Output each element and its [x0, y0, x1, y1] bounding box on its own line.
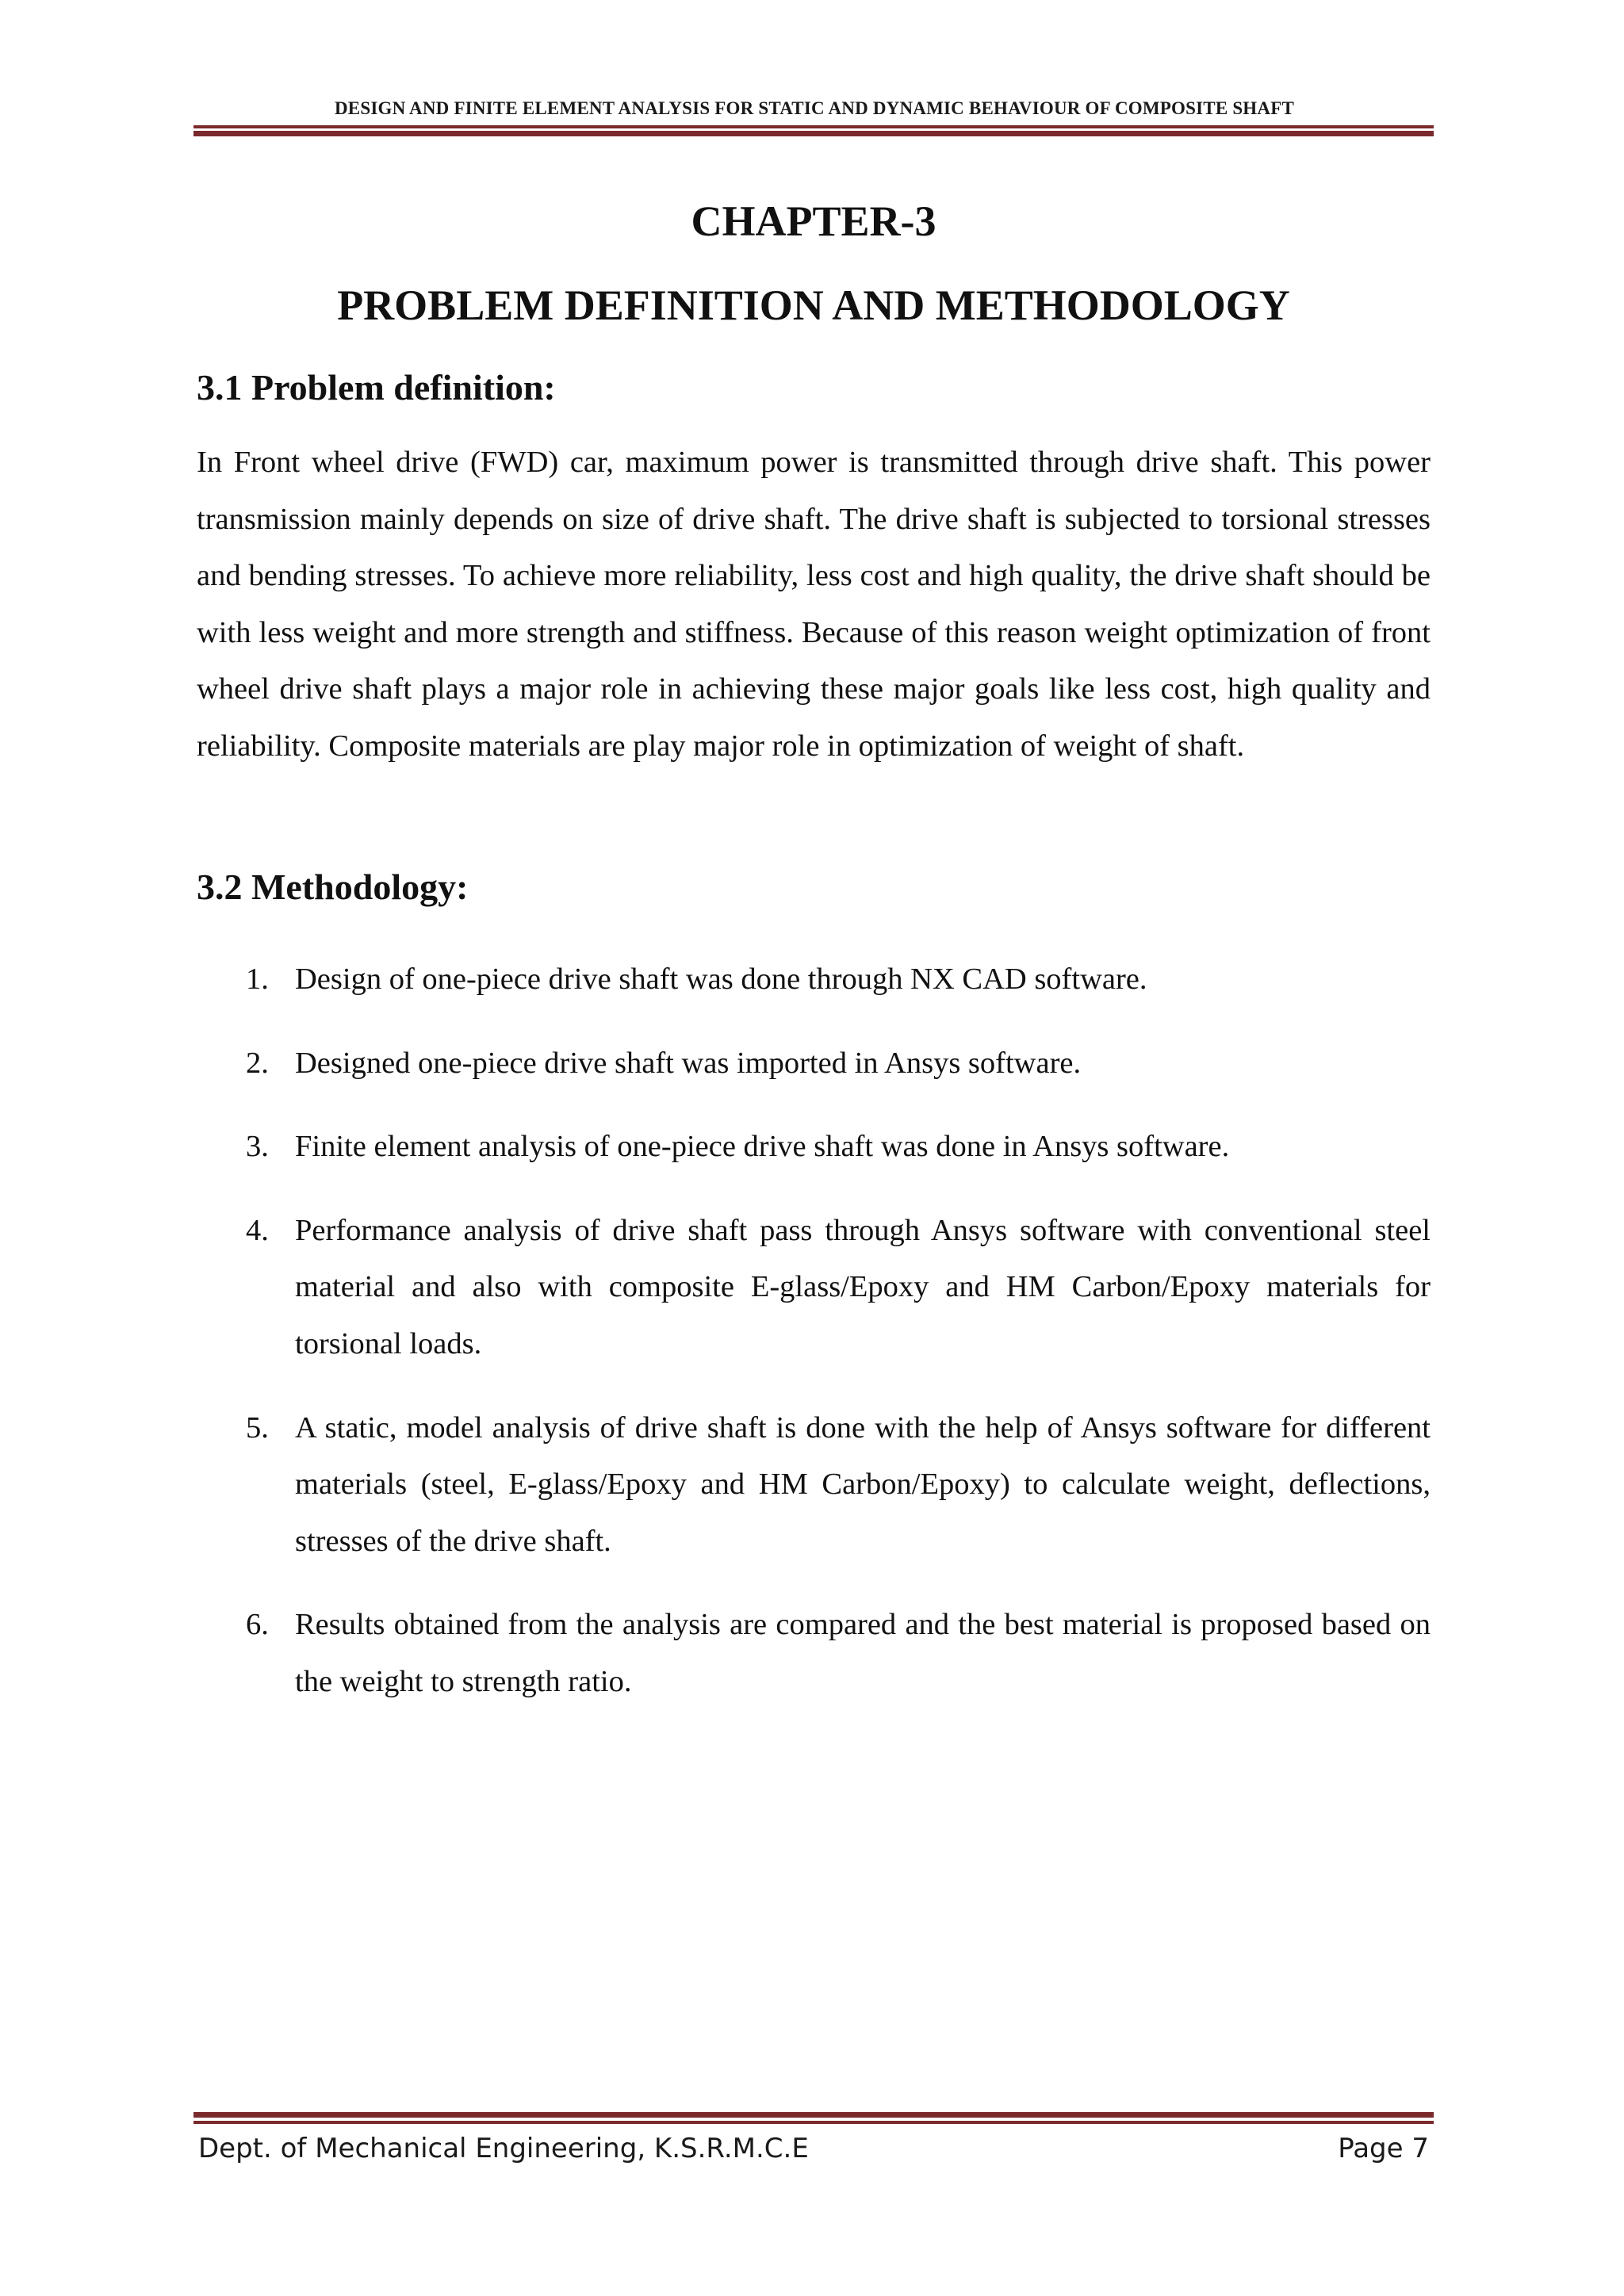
step-text: Results obtained from the analysis are compared and the best material is proposed based on the weight to strength ratio. [295, 1608, 1431, 1698]
step-text: Finite element analysis of one-piece drive shaft was done in Ansys software. [295, 1130, 1230, 1164]
section-heading-problem-definition: 3.1 Problem definition: [197, 367, 556, 408]
methodology-step-3 [197, 1119, 1431, 1176]
chapter-label: CHAPTER-3 [691, 197, 936, 245]
step-text: Designed one-piece drive shaft was imported in Ansys software. [295, 1046, 1082, 1080]
step-text: A static, model analysis of drive shaft is done with the help of Ansys software for different materials (steel, E-glass/Epoxy and HM Carbon/Epoxy) to calculate weight, deflections, stresses of the drive shaft. [295, 1410, 1431, 1558]
methodology-step-1 [197, 951, 1431, 1008]
step-number: 5. [246, 1410, 269, 1445]
footer-rule-thick [193, 2112, 1434, 2118]
step-text: Performance analysis of drive shaft pass through Ansys software with conventional steel material and also with composite E-glass/Epoxy and HM Carbon/Epoxy materials for torsional loads. [295, 1213, 1431, 1360]
methodology-step-6 [197, 1597, 1431, 1710]
step-number: 3. [246, 1130, 269, 1164]
header-rule-thick [193, 131, 1434, 136]
footer-department: Dept. of Mechanical Engineering, K.S.R.M.C.E [198, 2133, 809, 2164]
step-number: 6. [246, 1608, 269, 1642]
problem-definition-paragraph: In Front wheel drive (FWD) car, maximum power is transmitted through drive shaft. This power transmission mainly depends on size of drive shaft. The drive shaft is subjected to torsional stresses and bending stresses. To achieve more reliability, less cost and high quality, the drive shaft should be with less weight and more strength and stiffness. Because of this reason weight optimization of front wheel drive shaft plays a major role in achieving these major goals like less cost, high quality and reliability. Composite materials are play major role in optimization of weight of shaft. [197, 446, 1431, 763]
header-rule-thin [193, 125, 1434, 128]
footer-rule-thin [193, 2121, 1434, 2124]
step-number: 1. [246, 962, 269, 996]
methodology-step-5 [197, 1400, 1431, 1571]
methodology-step-4 [197, 1203, 1431, 1373]
footer-page-number: Page 7 [1338, 2133, 1429, 2164]
step-number: 4. [246, 1213, 269, 1247]
methodology-list [197, 951, 1431, 1738]
section-heading-methodology: 3.2 Methodology: [197, 867, 469, 907]
running-header-title: DESIGN AND FINITE ELEMENT ANALYSIS FOR STATIC AND DYNAMIC BEHAVIOUR OF COMPOSITE SHAFT [334, 98, 1294, 118]
chapter-title: PROBLEM DEFINITION AND METHODOLOGY [337, 281, 1290, 329]
step-number: 2. [246, 1046, 269, 1080]
methodology-step-2 [197, 1035, 1431, 1093]
step-text: Design of one-piece drive shaft was done through NX CAD software. [295, 962, 1147, 996]
